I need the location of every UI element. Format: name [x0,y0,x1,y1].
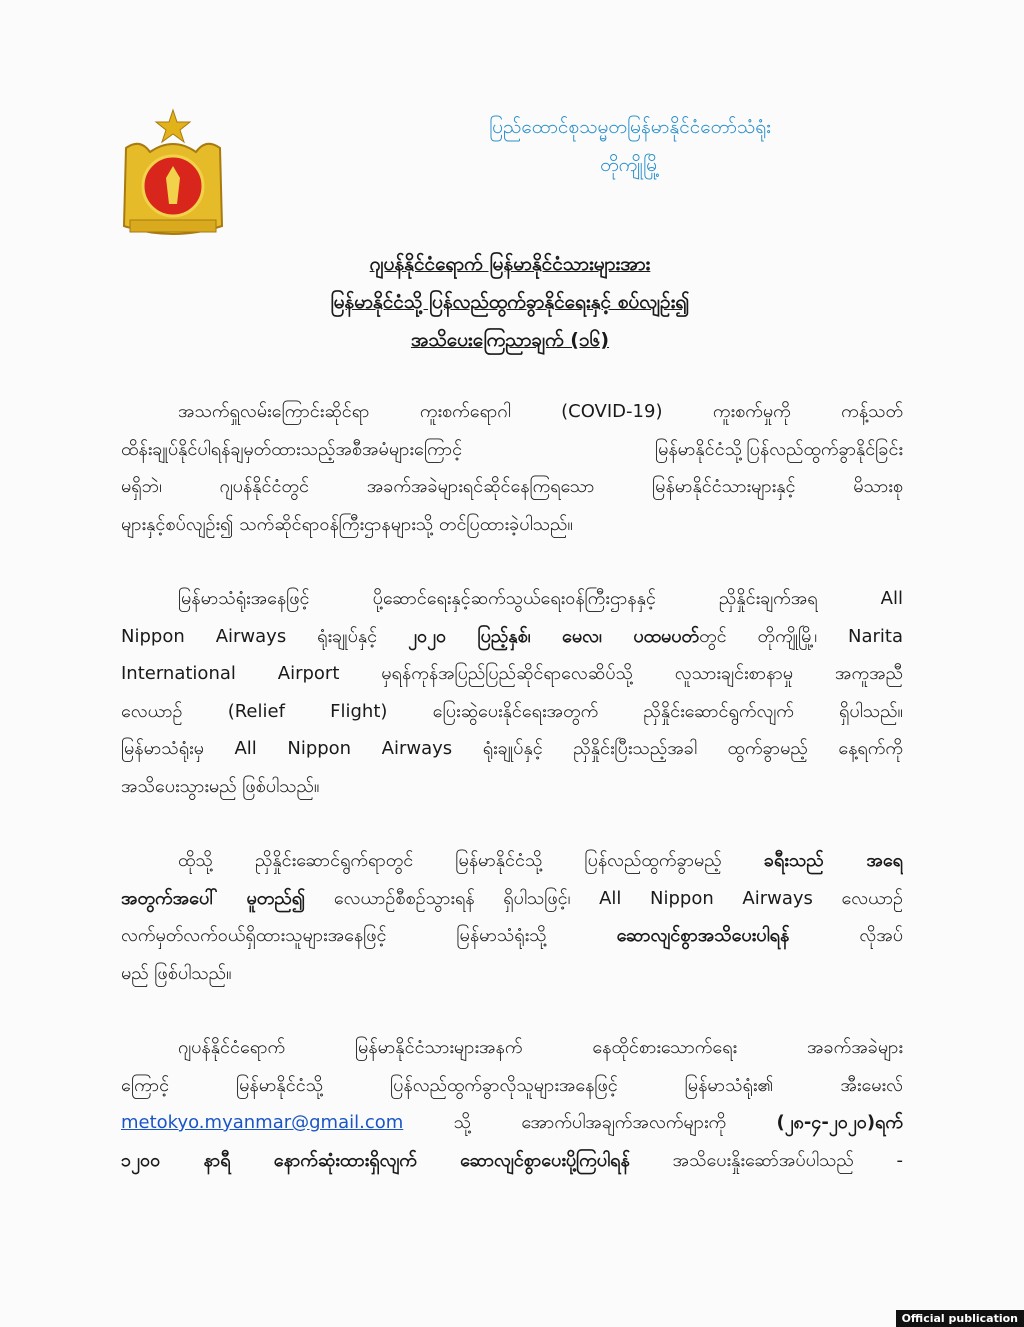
text-run: တွင် တိုကျိုမြို့၊ Narita [699,625,903,647]
bold-text: ခရီးသည် အရေ [763,850,903,871]
title-line: အသိပေးကြေညာချက် (၁၆) [410,329,610,351]
official-publication-badge: Official publication [896,1310,1024,1327]
text-line: လေယာဉ် (Relief Flight) ပြေးဆွဲပေးနိုင်ရေးအတွက် ညှိနှိုင်းဆောင်ရွက်လျက် ရှိပါသည်။ [121,700,903,722]
text-line: International Airport မှရန်ကုန်အပြည်ပြည်ဆိုင်ရာလေဆိပ်သို့ လူသားချင်းစာနာမှု အကူအညီ [121,663,903,684]
text-run: Nippon Airways ရုံးချုပ်နှင့် [121,625,409,647]
text-line: ကြောင့် မြန်မာနိုင်ငံသို့ ပြန်လည်ထွက်ခွာလိုသူများအနေဖြင့် မြန်မာသံရုံး၏ အီးမေးလ် [121,1074,903,1096]
text-line [121,618,903,656]
text-line: မရှိဘဲ၊ ဂျပန်နိုင်ငံတွင် အခက်အခဲများရင်ဆိုင်နေကြရသော မြန်မာနိုင်ငံသားများနှင့် မိသားစု [121,476,903,497]
text-line: ဂျပန်နိုင်ငံရောက် မြန်မာနိုင်ငံသားများအနက် နေထိုင်စားသောက်ရေး အခက်အခဲများ [178,1037,903,1058]
text-run: လေယာဉ်စီစဉ်သွားရန် ရှိပါသဖြင့်၊ All Nippon Airways လေယာဉ် [305,887,903,909]
embassy-name [430,108,830,184]
text-line: မြန်မာသံရုံးမှ All Nippon Airways ရုံးချုပ်နှင့် ညှိနှိုင်းပြီးသည့်အခါ ထွက်ခွာမည့် နေ့ရက်ကို [121,738,903,759]
text-line [121,880,903,918]
bold-deadline-date: (၂၈-၄-၂၀၂၀)ရက် [776,1112,903,1133]
title-line: ဂျပန်နိုင်ငံရောက် မြန်မာနိုင်ငံသားများအား [369,253,651,275]
bold-text: ဆောလျင်စွာအသိပေးပါရန် [616,925,790,946]
text-run: သို့ အောက်ပါအချက်အလက်များကို [403,1112,777,1133]
text-line: မြန်မာသံရုံးအနေဖြင့် ပို့ဆောင်ရေးနှင့်ဆက်သွယ်ရေးဝန်ကြီးဌာနနှင့် ညှိနှိုင်းချက်အရ All [178,588,903,609]
text-line: အသက်ရှူလမ်းကြောင်းဆိုင်ရာ ကူးစက်ရောဂါ (COVID-19) ကူးစက်မှုကို ကန့်သတ် [178,401,903,422]
paragraph-2 [121,580,903,805]
text-run: လိုအပ် [789,925,903,946]
state-seal-emblem [120,108,226,242]
text-run: အသိပေးနှိုးဆော်အပ်ပါသည် - [629,1149,903,1171]
text-line: မည် ဖြစ်ပါသည်။ [121,962,232,984]
bold-text: အတွက်အပေါ် မူတည်၍ [121,887,306,909]
text-line [121,842,903,880]
paragraph-3 [121,842,903,992]
text-line: ထိန်းချုပ်နိုင်ပါရန်ချမှတ်ထားသည့်အစီအမံများကြောင့် မြန်မာနိုင်ငံသို့ပြန်လည်ထွက်ခွာနိုင်ခြင်း [121,438,903,460]
title-line: မြန်မာနိုင်ငံသို့ ပြန်လည်ထွက်ခွာနိုင်ရေးနှင့် စပ်လျဉ်း၍ [330,291,690,313]
text-line: အသိပေးသွားမည် ဖြစ်ပါသည်။ [121,775,320,797]
bold-deadline: ၁၂၀၀ နာရီ နောက်ဆုံးထားရှိလျက် ဆောလျင်စွာပေးပို့ကြပါရန် [121,1149,630,1171]
announcement-title [200,245,820,359]
paragraph-1 [121,393,903,543]
embassy-city: တိုကျိုမြို့ [600,154,660,176]
text-line [121,1104,903,1142]
email-link[interactable]: metokyo.myanmar@gmail.com [121,1112,404,1133]
text-run: ထိုသို့ ညှိနှိုင်းဆောင်ရွက်ရာတွင် မြန်မာနိုင်ငံသို့ ပြန်လည်ထွက်ခွာမည့် [178,850,764,871]
text-run: လက်မှတ်လက်ဝယ်ရှိထားသူများအနေဖြင့် မြန်မာသံရုံးသို့ [121,925,617,946]
bold-date: ၂၀၂၀ ပြည့်နှစ်၊ မေလ၊ ပထမပတ် [408,625,700,647]
text-line: များနှင့်စပ်လျဉ်း၍ သက်ဆိုင်ရာဝန်ကြီးဌာနများသို့ တင်ပြထားခဲ့ပါသည်။ [121,513,573,535]
embassy-name-line: ပြည်ထောင်စုသမ္မတမြန်မာနိုင်ငံတော်သံရုံး [488,116,771,138]
text-line [121,1142,903,1180]
paragraph-4 [121,1029,903,1179]
text-line [121,917,903,955]
